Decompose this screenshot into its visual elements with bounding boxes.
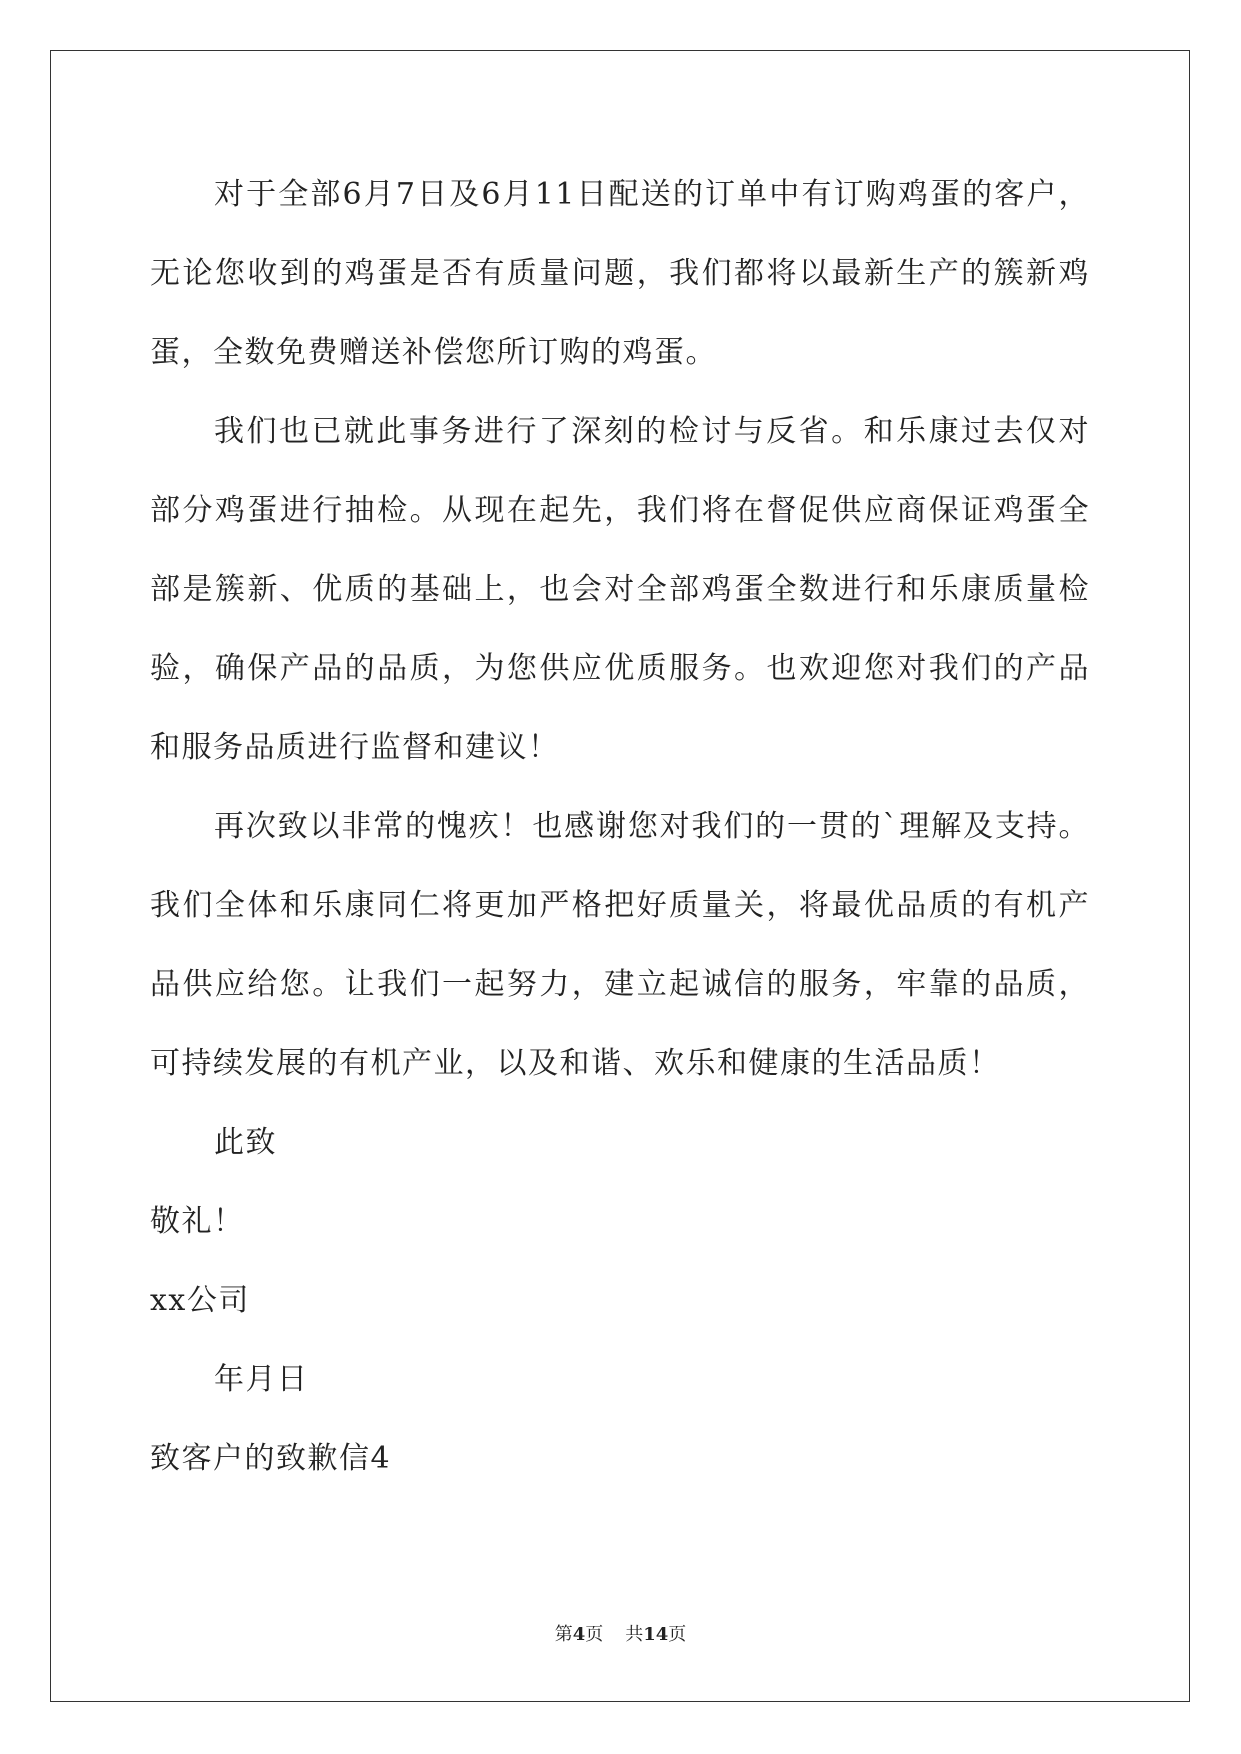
- paragraph-compensation: 对于全部6月7日及6月11日配送的订单中有订购鸡蛋的客户，无论您收到的鸡蛋是否有质量问题，我们都将以最新生产的簇新鸡蛋，全数免费赠送补偿您所订购的鸡蛋。: [150, 177, 1090, 370]
- closing-line: 此致: [214, 1125, 277, 1160]
- date-line: 年月日: [214, 1362, 309, 1397]
- footer-total-suffix: 页: [668, 1624, 687, 1645]
- salutation-line: 敬礼！: [150, 1204, 245, 1239]
- paragraph-apology: 再次致以非常的愧疚！也感谢您对我们的一贯的`理解及支持。我们全体和乐康同仁将更加严格把好质量关，将最优品质的有机产品供应给您。让我们一起努力，建立起诚信的服务，牢靠的品质，可持续发展的有机产业，以及和谐、欢乐和健康的生活品质！: [150, 809, 1090, 1081]
- footer-total-prefix: 共: [625, 1624, 644, 1645]
- total-pages: 14: [643, 1624, 669, 1645]
- signature-line: xx公司: [150, 1283, 250, 1318]
- footer-page-suffix: 页: [585, 1624, 604, 1645]
- page-number: 4: [572, 1624, 586, 1645]
- next-letter-heading: 致客户的致歉信4: [150, 1441, 392, 1476]
- page-footer: [0, 1620, 1241, 1646]
- paragraph-inspection: 我们也已就此事务进行了深刻的检讨与反省。和乐康过去仅对部分鸡蛋进行抽检。从现在起先，我们将在督促供应商保证鸡蛋全部是簇新、优质的基础上，也会对全部鸡蛋全数进行和乐康质量检验，确保产品的品质，为您供应优质服务。也欢迎您对我们的产品和服务品质进行监督和建议！: [150, 414, 1090, 765]
- document-body: [150, 155, 1090, 1498]
- footer-prefix: 第: [554, 1624, 573, 1645]
